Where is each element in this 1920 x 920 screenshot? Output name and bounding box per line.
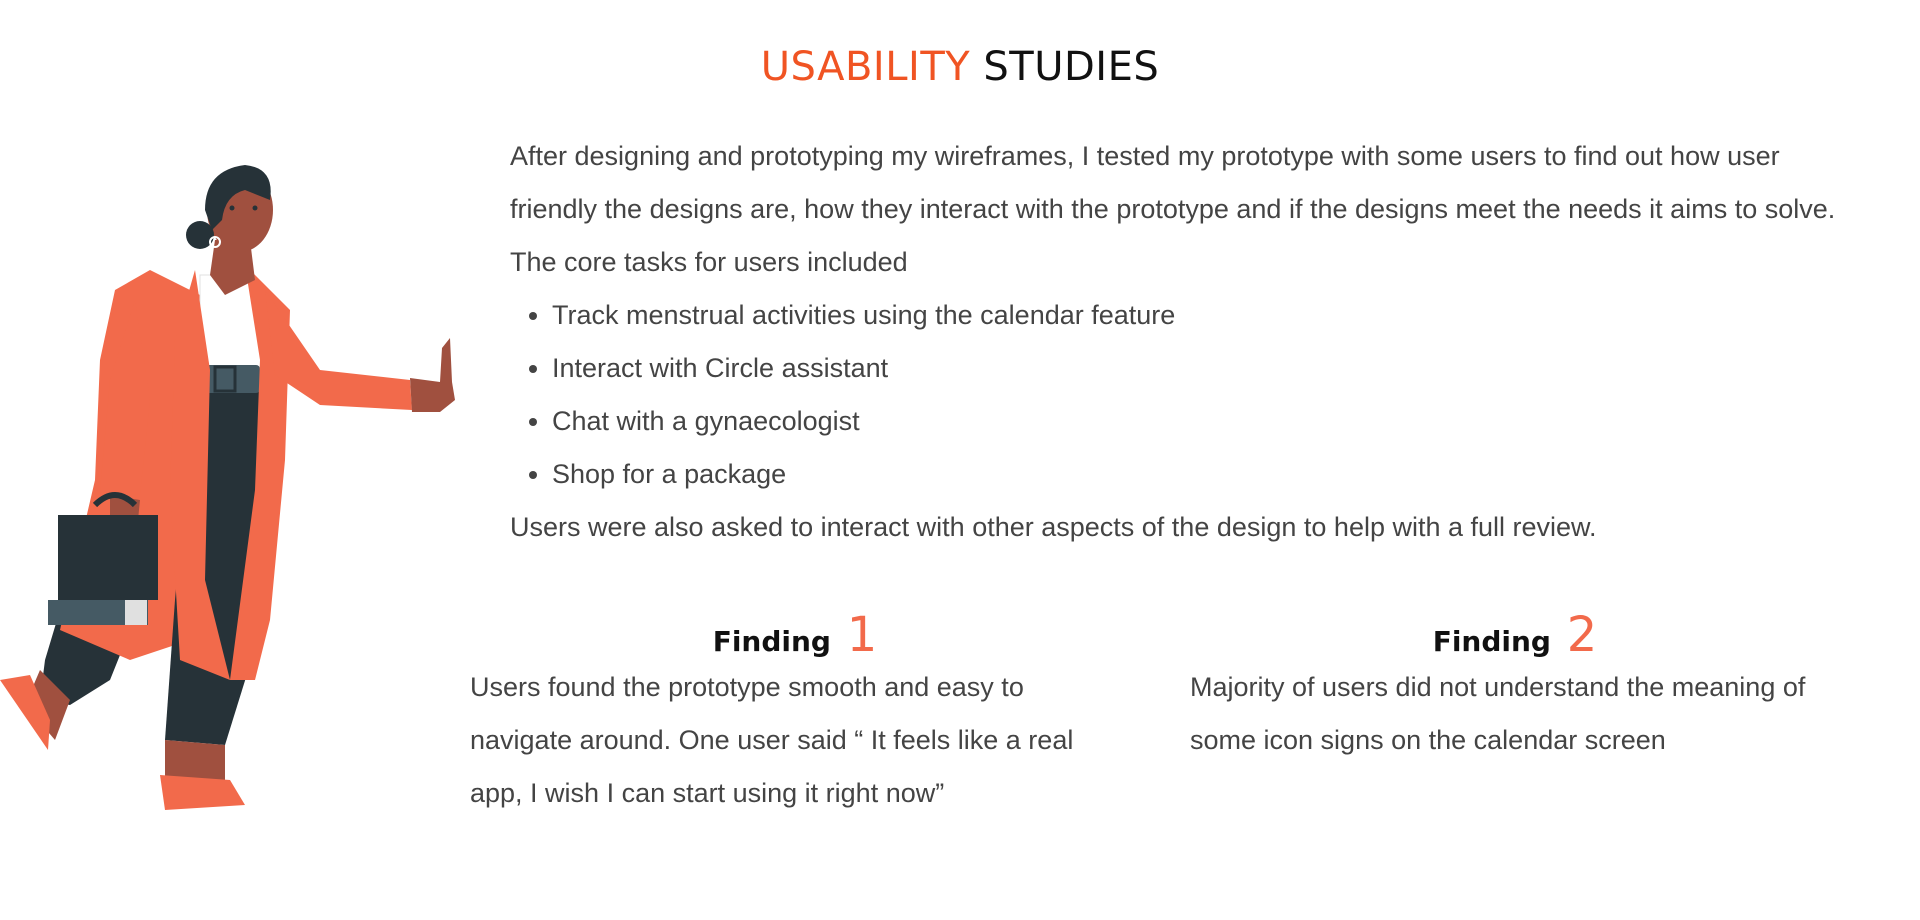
task-item: • Interact with Circle assistant (552, 342, 1840, 395)
finding-text: Majority of users did not understand the meaning of some icon signs on the calendar screen (1190, 672, 1806, 755)
woman-thumbs-up-illustration (0, 160, 460, 820)
finding-number: 1 (846, 607, 878, 663)
finding-2 (1190, 605, 1840, 767)
finding-1 (470, 605, 1120, 820)
intro-paragraph: After designing and prototyping my wireframes, I tested my prototype with some users to find out how user friendly the designs are, how they interact with the prototype and if the designs meet the needs it aims to solve. The core tasks for users included (510, 141, 1836, 277)
intro-closing: Users were also asked to interact with other aspects of the design to help with a full review. (510, 512, 1597, 542)
finding-heading (470, 605, 1120, 661)
finding-text: Users found the prototype smooth and easy to navigate around. One user said “ It feels like a real app, I wish I can start using it right now” (470, 672, 1074, 808)
task-item: • Track menstrual activities using the calendar feature (552, 289, 1840, 342)
task-item: • Chat with a gynaecologist (552, 395, 1840, 448)
task-item: • Shop for a package (552, 448, 1840, 501)
finding-heading (1190, 605, 1840, 661)
finding-number: 2 (1566, 607, 1598, 663)
title-rest: STUDIES (983, 44, 1160, 90)
page-title (0, 44, 1920, 90)
intro-section (510, 130, 1840, 554)
core-task-list (510, 289, 1840, 501)
title-accent: USABILITY (760, 44, 971, 90)
finding-label: Finding (712, 625, 831, 658)
finding-label: Finding (1432, 625, 1551, 658)
